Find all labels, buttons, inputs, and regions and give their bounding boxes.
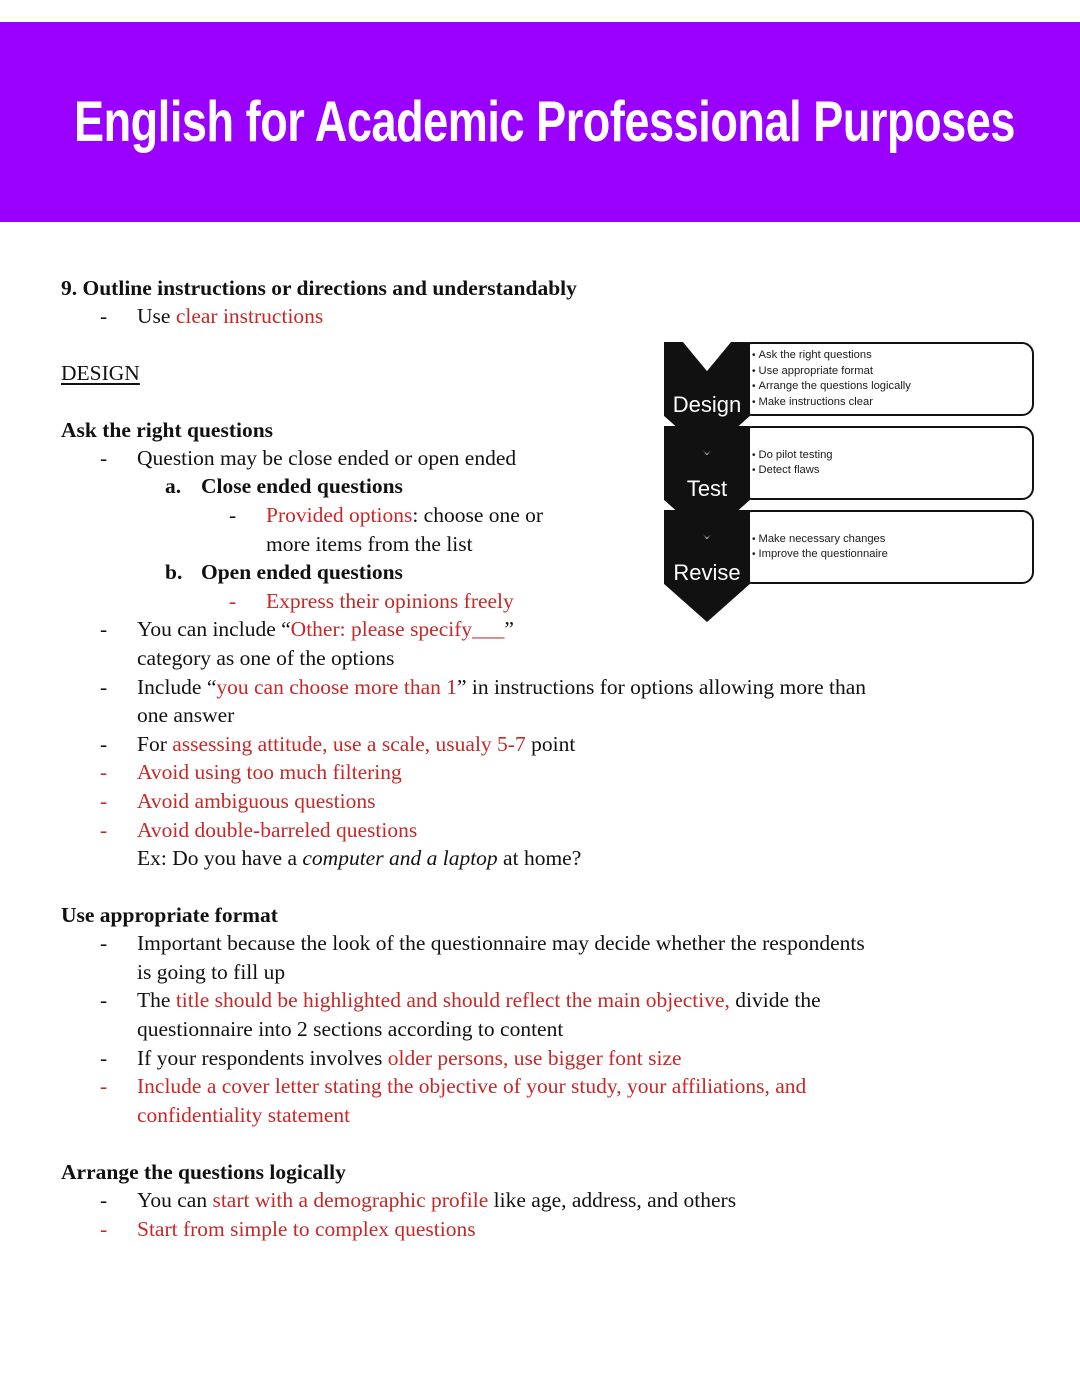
bullet-dash: - bbox=[100, 304, 108, 328]
sub-item-label: Open ended questions bbox=[201, 560, 403, 585]
list-item-text-post: like age, address, and others bbox=[488, 1188, 737, 1213]
nested-item-highlight: Provided options bbox=[266, 502, 413, 527]
bullet-dash: - bbox=[100, 760, 108, 785]
list-item-text: Important because the look of the questionnaire may decide whether the respondents bbox=[137, 931, 865, 956]
list-item bbox=[61, 673, 1021, 702]
sub-item-marker: b. bbox=[165, 560, 183, 585]
list-item-text-highlight: you can choose more than 1 bbox=[216, 674, 457, 699]
nested-list-item bbox=[61, 501, 1021, 530]
page-title: English for Academic Professional Purposes bbox=[74, 89, 1015, 154]
spacer bbox=[61, 387, 1021, 416]
stage-label: Revise bbox=[673, 560, 741, 585]
list-item-text-highlight: Avoid using too much filtering bbox=[137, 760, 402, 785]
list-item bbox=[61, 1186, 1021, 1215]
bullet-dash: - bbox=[100, 617, 108, 642]
list-item bbox=[61, 444, 1021, 473]
stage-bullet: • Make instructions clear bbox=[752, 395, 1032, 411]
design-heading: DESIGN bbox=[61, 361, 140, 386]
nested-item-rest: : choose one or bbox=[412, 502, 544, 527]
list-item-text-highlight: older persons, use bigger font size bbox=[387, 1045, 682, 1070]
bullet-dash: - bbox=[229, 588, 237, 613]
sub-item-label: Close ended questions bbox=[201, 474, 403, 499]
section-heading-use-appropriate-format: Use appropriate format bbox=[61, 903, 278, 928]
stage-bullet: • Make necessary changes bbox=[752, 532, 1032, 548]
list-item bbox=[61, 986, 1021, 1015]
header-banner bbox=[0, 22, 1080, 222]
list-item bbox=[61, 1044, 1021, 1073]
item-9-heading: 9. Outline instructions or directions and understandably bbox=[61, 276, 577, 300]
list-item-text: Question may be close ended or open ended bbox=[137, 445, 517, 470]
list-item-continuation: questionnaire into 2 sections according to content bbox=[137, 1017, 564, 1042]
section-heading-ask-right-questions: Ask the right questions bbox=[61, 417, 274, 442]
stage-bullet: • Improve the questionnaire bbox=[752, 547, 1032, 563]
list-item bbox=[61, 787, 1021, 816]
example-text-post: at home? bbox=[497, 846, 582, 871]
example-line bbox=[61, 844, 1021, 873]
bullet-dash: - bbox=[100, 674, 108, 699]
list-item-text-post: ” bbox=[504, 617, 514, 642]
list-item-text-post: point bbox=[525, 731, 576, 756]
list-item-text-pre: You can bbox=[137, 1188, 213, 1213]
bullet-dash: - bbox=[100, 1074, 108, 1099]
list-item bbox=[61, 816, 1021, 845]
stage-bullet: • Ask the right questions bbox=[752, 348, 1032, 364]
nested-list-item bbox=[61, 587, 1021, 616]
list-item bbox=[61, 730, 1021, 759]
list-item bbox=[61, 615, 1021, 644]
sub-item-b bbox=[61, 558, 1021, 587]
stage-bullet: • Detect flaws bbox=[752, 463, 1032, 479]
bullet-dash: - bbox=[100, 1216, 108, 1241]
bullet-dash: - bbox=[100, 931, 108, 956]
bullet-dash: - bbox=[100, 1188, 108, 1213]
spacer bbox=[61, 873, 1021, 902]
list-item bbox=[61, 302, 1021, 331]
stage-label: Test bbox=[686, 476, 728, 501]
bullet-dash: - bbox=[100, 731, 108, 756]
list-item-continuation: is going to fill up bbox=[137, 959, 286, 984]
sub-item-a bbox=[61, 472, 1021, 501]
list-item-text-post: divide the bbox=[729, 988, 821, 1013]
bullet-dash: - bbox=[100, 817, 108, 842]
list-item-text-post: ” in instructions for options allowing more than bbox=[457, 674, 867, 699]
bullet-dash: - bbox=[100, 1045, 108, 1070]
list-item-continuation: confidentiality statement bbox=[137, 1102, 351, 1127]
list-item bbox=[61, 1072, 1021, 1101]
stage-bullet: • Do pilot testing bbox=[752, 448, 1032, 464]
bullet-dash: - bbox=[229, 502, 237, 527]
section-heading-arrange-questions: Arrange the questions logically bbox=[61, 1160, 346, 1185]
list-item-text-pre: If your respondents involves bbox=[137, 1045, 388, 1070]
bullet-dash: - bbox=[100, 445, 108, 470]
text-column bbox=[61, 274, 1021, 1243]
list-item-text-highlight: Start from simple to complex questions bbox=[137, 1216, 476, 1241]
list-item-text-highlight: start with a demographic profile bbox=[212, 1188, 489, 1213]
list-item-text-highlight: Avoid double-barreled questions bbox=[137, 817, 418, 842]
list-item bbox=[61, 1215, 1021, 1244]
example-text-italic: computer and a laptop bbox=[302, 846, 498, 871]
spacer bbox=[61, 1129, 1021, 1158]
bullet-dash: - bbox=[100, 988, 108, 1013]
list-item-text-highlight: assessing attitude, use a scale, usualy 5-7 bbox=[172, 731, 526, 756]
nested-item-highlight: Express their opinions freely bbox=[266, 588, 514, 613]
list-item-continuation: category as one of the options bbox=[137, 645, 395, 670]
list-item-continuation: one answer bbox=[137, 703, 235, 728]
list-item-text-pre: For bbox=[137, 731, 173, 756]
stage-label: Design bbox=[672, 392, 742, 417]
list-item bbox=[61, 929, 1021, 958]
nested-list-item-continuation: more items from the list bbox=[266, 531, 473, 556]
sub-item-marker: a. bbox=[165, 474, 182, 499]
list-item bbox=[61, 758, 1021, 787]
list-item-text-highlight: Avoid ambiguous questions bbox=[137, 788, 376, 813]
list-item-text-highlight: clear instructions bbox=[175, 304, 324, 328]
example-text-pre: Ex: Do you have a bbox=[137, 846, 303, 871]
stage-bullet: • Arrange the questions logically bbox=[752, 379, 1032, 395]
list-item-text-highlight: title should be highlighted and should reflect the main objective, bbox=[175, 988, 730, 1013]
list-item-text-pre: Use bbox=[137, 304, 176, 328]
bullet-dash: - bbox=[100, 788, 108, 813]
list-item-text-highlight: Other: please specify___ bbox=[290, 617, 505, 642]
design-heading-row bbox=[61, 359, 1021, 387]
list-item-text-highlight: Include a cover letter stating the objective of your study, your affiliations, and bbox=[137, 1074, 807, 1099]
list-item-text-pre: Include “ bbox=[137, 674, 217, 699]
list-item-text-pre: You can include “ bbox=[137, 617, 291, 642]
list-item-text-pre: The bbox=[137, 988, 176, 1013]
stage-bullet: • Use appropriate format bbox=[752, 364, 1032, 380]
spacer bbox=[61, 331, 1021, 360]
